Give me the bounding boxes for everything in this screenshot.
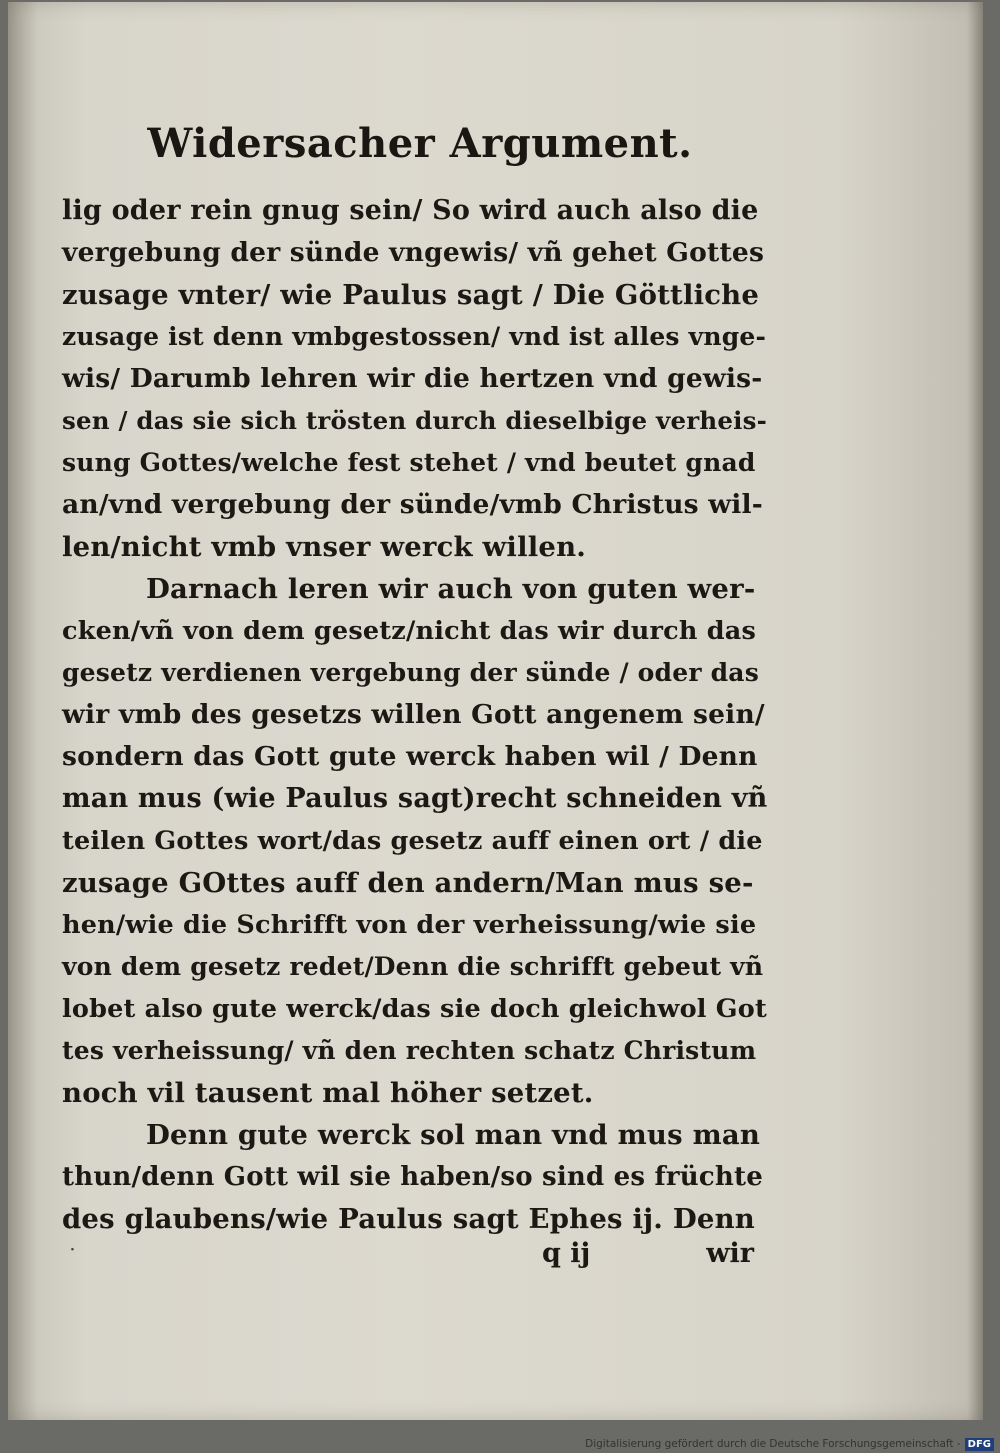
signature-mark: q ij bbox=[542, 1238, 591, 1269]
catchword: wir bbox=[706, 1238, 754, 1269]
page-footer bbox=[62, 1238, 762, 1278]
footer-mark: · bbox=[70, 1242, 75, 1258]
text-line: lig oder rein gnug sein/ So wird auch also die bbox=[62, 195, 759, 226]
digitization-credit bbox=[585, 1436, 994, 1452]
credit-text: Digitalisierung gefördert durch die Deutsche Forschungsgemeinschaft - bbox=[585, 1438, 961, 1450]
text-line: cken/vñ von dem gesetz/nicht das wir durch das bbox=[62, 616, 757, 646]
text-line: zusage vnter/ wie Paulus sagt / Die Göttliche bbox=[62, 279, 760, 311]
text-line: noch vil tausent mal höher setzet. bbox=[62, 1077, 594, 1109]
text-line: sen / das sie sich trösten durch dieselbige verheis- bbox=[62, 406, 768, 435]
text-line: gesetz verdienen vergebung der sünde / oder das bbox=[62, 658, 759, 687]
text-line: an/vnd vergebung der sünde/vmb Christus wil- bbox=[62, 489, 763, 520]
text-line: teilen Gottes wort/das gesetz auff einen ort / die bbox=[62, 826, 763, 856]
text-line: Darnach leren wir auch von guten wer- bbox=[146, 573, 756, 605]
text-line: zusage ist denn vmbgestossen/ vnd ist alles vnge- bbox=[62, 322, 767, 351]
dfg-logo: DFG bbox=[965, 1438, 994, 1451]
text-line: zusage GOttes auff den andern/Man mus se- bbox=[62, 867, 754, 899]
text-line: des glaubens/wie Paulus sagt Ephes ij. Denn bbox=[62, 1203, 755, 1235]
text-line: man mus (wie Paulus sagt)recht schneiden vñ bbox=[62, 783, 768, 814]
text-line: lobet also gute werck/das sie doch gleichwol Got bbox=[62, 994, 767, 1024]
text-line: tes verheissung/ vñ den rechten schatz Christum bbox=[62, 1036, 757, 1065]
text-line: vergebung der sünde vngewis/ vñ gehet Gottes bbox=[62, 237, 765, 268]
text-line: sondern das Gott gute werck haben wil / Denn bbox=[62, 741, 758, 772]
page-outer-edge bbox=[967, 2, 983, 1420]
text-line: sung Gottes/welche fest stehet / vnd beutet gnad bbox=[62, 448, 756, 477]
text-line: Denn gute werck sol man vnd mus man bbox=[146, 1119, 761, 1151]
running-head: Widersacher Argument. bbox=[147, 120, 693, 167]
body-text bbox=[62, 190, 767, 1240]
text-line: hen/wie die Schrifft von der verheissung/wie sie bbox=[62, 910, 757, 940]
text-line: len/nicht vmb vnser werck willen. bbox=[62, 531, 587, 563]
text-line: thun/denn Gott wil sie haben/so sind es früchte bbox=[62, 1162, 763, 1192]
text-line: wis/ Darumb lehren wir die hertzen vnd gewis- bbox=[62, 363, 763, 394]
page-gutter-shadow bbox=[8, 2, 38, 1420]
text-line: von dem gesetz redet/Denn die schrifft gebeut vñ bbox=[62, 952, 764, 981]
text-line: wir vmb des gesetzs willen Gott angenem sein/ bbox=[62, 699, 765, 730]
